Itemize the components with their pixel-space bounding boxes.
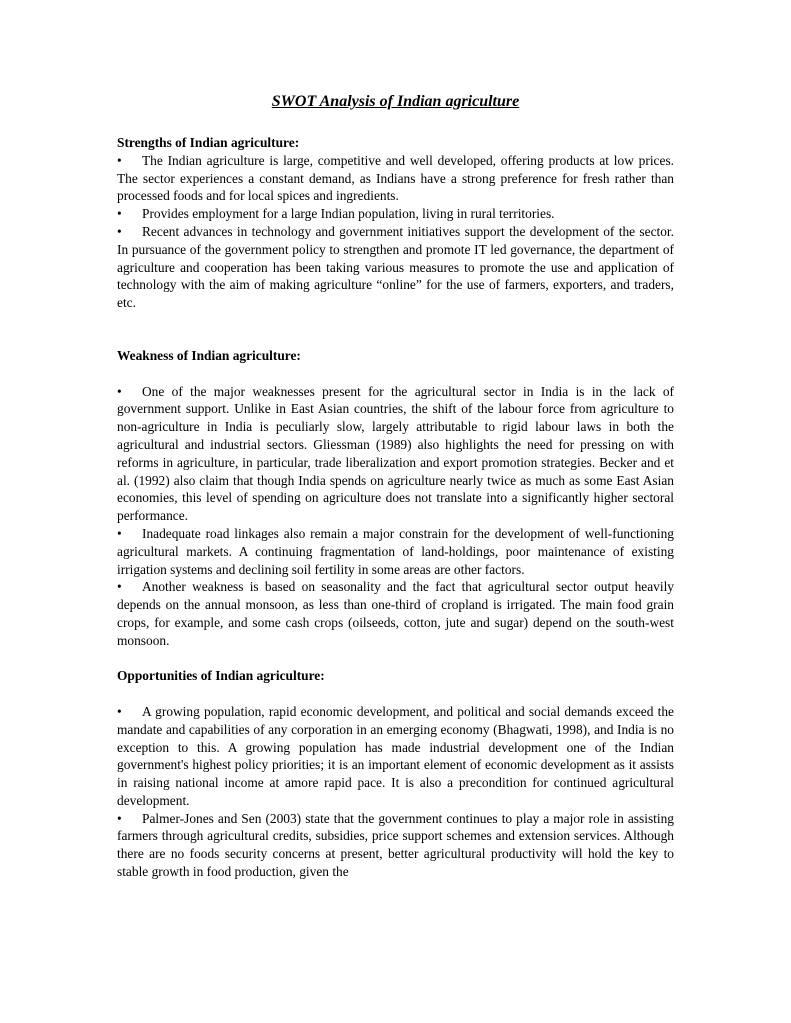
- opportunities-item-text: Palmer-Jones and Sen (2003) state that the government continues to play a major role in assisting farmers through agricultural credits, subsidies, price support schemes and extension services. Although there are no foods security concerns at present, better agricultural productivity will hold the key to stable growth in food production, given the: [117, 810, 674, 880]
- opportunities-item-1: [117, 703, 674, 810]
- weakness-item-3: [117, 578, 674, 649]
- strengths-item-text: The Indian agriculture is large, competitive and well developed, offering products at low prices. The sector experiences a constant demand, as Indians have a strong preference for fresh rather than processed foods and for local spices and ingredients.: [117, 152, 674, 204]
- bullet-icon: •: [117, 810, 122, 826]
- weakness-item-text: One of the major weaknesses present for the agricultural sector in India is in the lack of government support. Unlike in East Asian countries, the shift of the labour force from agriculture to non-agriculture in India is peculiarly slow, largely attributable to rigid labour laws in both the agricultural and industrial sectors. Gliessman (1989) also highlights the need for pressing on with reforms in agriculture, in particular, trade liberalization and export promotion strategies. Becker and et al. (1992) also claim that though India spends on agriculture nearly twice as much as some East Asian economies, this level of spending on agriculture does not translate into a significantly higher sectoral performance.: [117, 383, 674, 524]
- weakness-item-text: Inadequate road linkages also remain a major constrain for the development of well-functioning agricultural markets. A continuing fragmentation of land-holdings, poor maintenance of existing irrigation systems and declining soil fertility in some areas are other factors.: [117, 525, 674, 577]
- weakness-item-2: [117, 525, 674, 578]
- strengths-item-2: [117, 205, 674, 223]
- opportunities-item-2: [117, 810, 674, 881]
- opportunities-heading: Opportunities of Indian agriculture:: [117, 668, 325, 684]
- weakness-item-1: [117, 383, 674, 525]
- weakness-section: [117, 347, 674, 650]
- strengths-item-3: [117, 223, 674, 312]
- opportunities-item-text: A growing population, rapid economic development, and political and social demands exceed the mandate and capabilities of any corporation in an emerging economy (Bhagwati, 1998), and India is no exception to this. A growing population has made industrial development one of the Indian government's highest policy priorities; it is an important element of economic development as it assists in raising national income at amore rapid pace. It is also a precondition for continued agricultural development.: [117, 703, 674, 808]
- bullet-icon: •: [117, 383, 122, 399]
- strengths-item-text: Recent advances in technology and government initiatives support the development of the sector. In pursuance of the government policy to strengthen and promote IT led governance, the department of agriculture and cooperation has been taking various measures to promote the use and application of technology with the aim of making agriculture “online” for the use of farmers, exporters, and traders, etc.: [117, 223, 674, 311]
- heading-spacer: [117, 685, 674, 703]
- section-spacer: [117, 312, 674, 347]
- weakness-heading: Weakness of Indian agriculture:: [117, 347, 301, 363]
- strengths-item-text: Provides employment for a large Indian population, living in rural territories.: [142, 206, 555, 222]
- document-title: SWOT Analysis of Indian agriculture: [271, 93, 520, 110]
- bullet-icon: •: [117, 525, 122, 541]
- weakness-item-text: Another weakness is based on seasonality and the fact that agricultural sector output heavily depends on the annual monsoon, as less than one-third of cropland is irrigated. The main food grain crops, for example, and some cash crops (oilseeds, cotton, jute and sugar) depend on the south-west monsoon.: [117, 579, 674, 648]
- bullet-icon: •: [117, 703, 122, 719]
- section-spacer: [117, 650, 674, 668]
- strengths-section: [117, 134, 674, 312]
- bullet-icon: •: [117, 206, 122, 222]
- bullet-icon: •: [117, 579, 122, 595]
- heading-spacer: [117, 365, 674, 383]
- strengths-item-1: [117, 152, 674, 205]
- opportunities-section: [117, 667, 674, 881]
- document-page: [117, 92, 674, 881]
- bullet-icon: •: [117, 152, 122, 168]
- bullet-icon: •: [117, 223, 122, 239]
- strengths-heading: Strengths of Indian agriculture:: [117, 135, 300, 150]
